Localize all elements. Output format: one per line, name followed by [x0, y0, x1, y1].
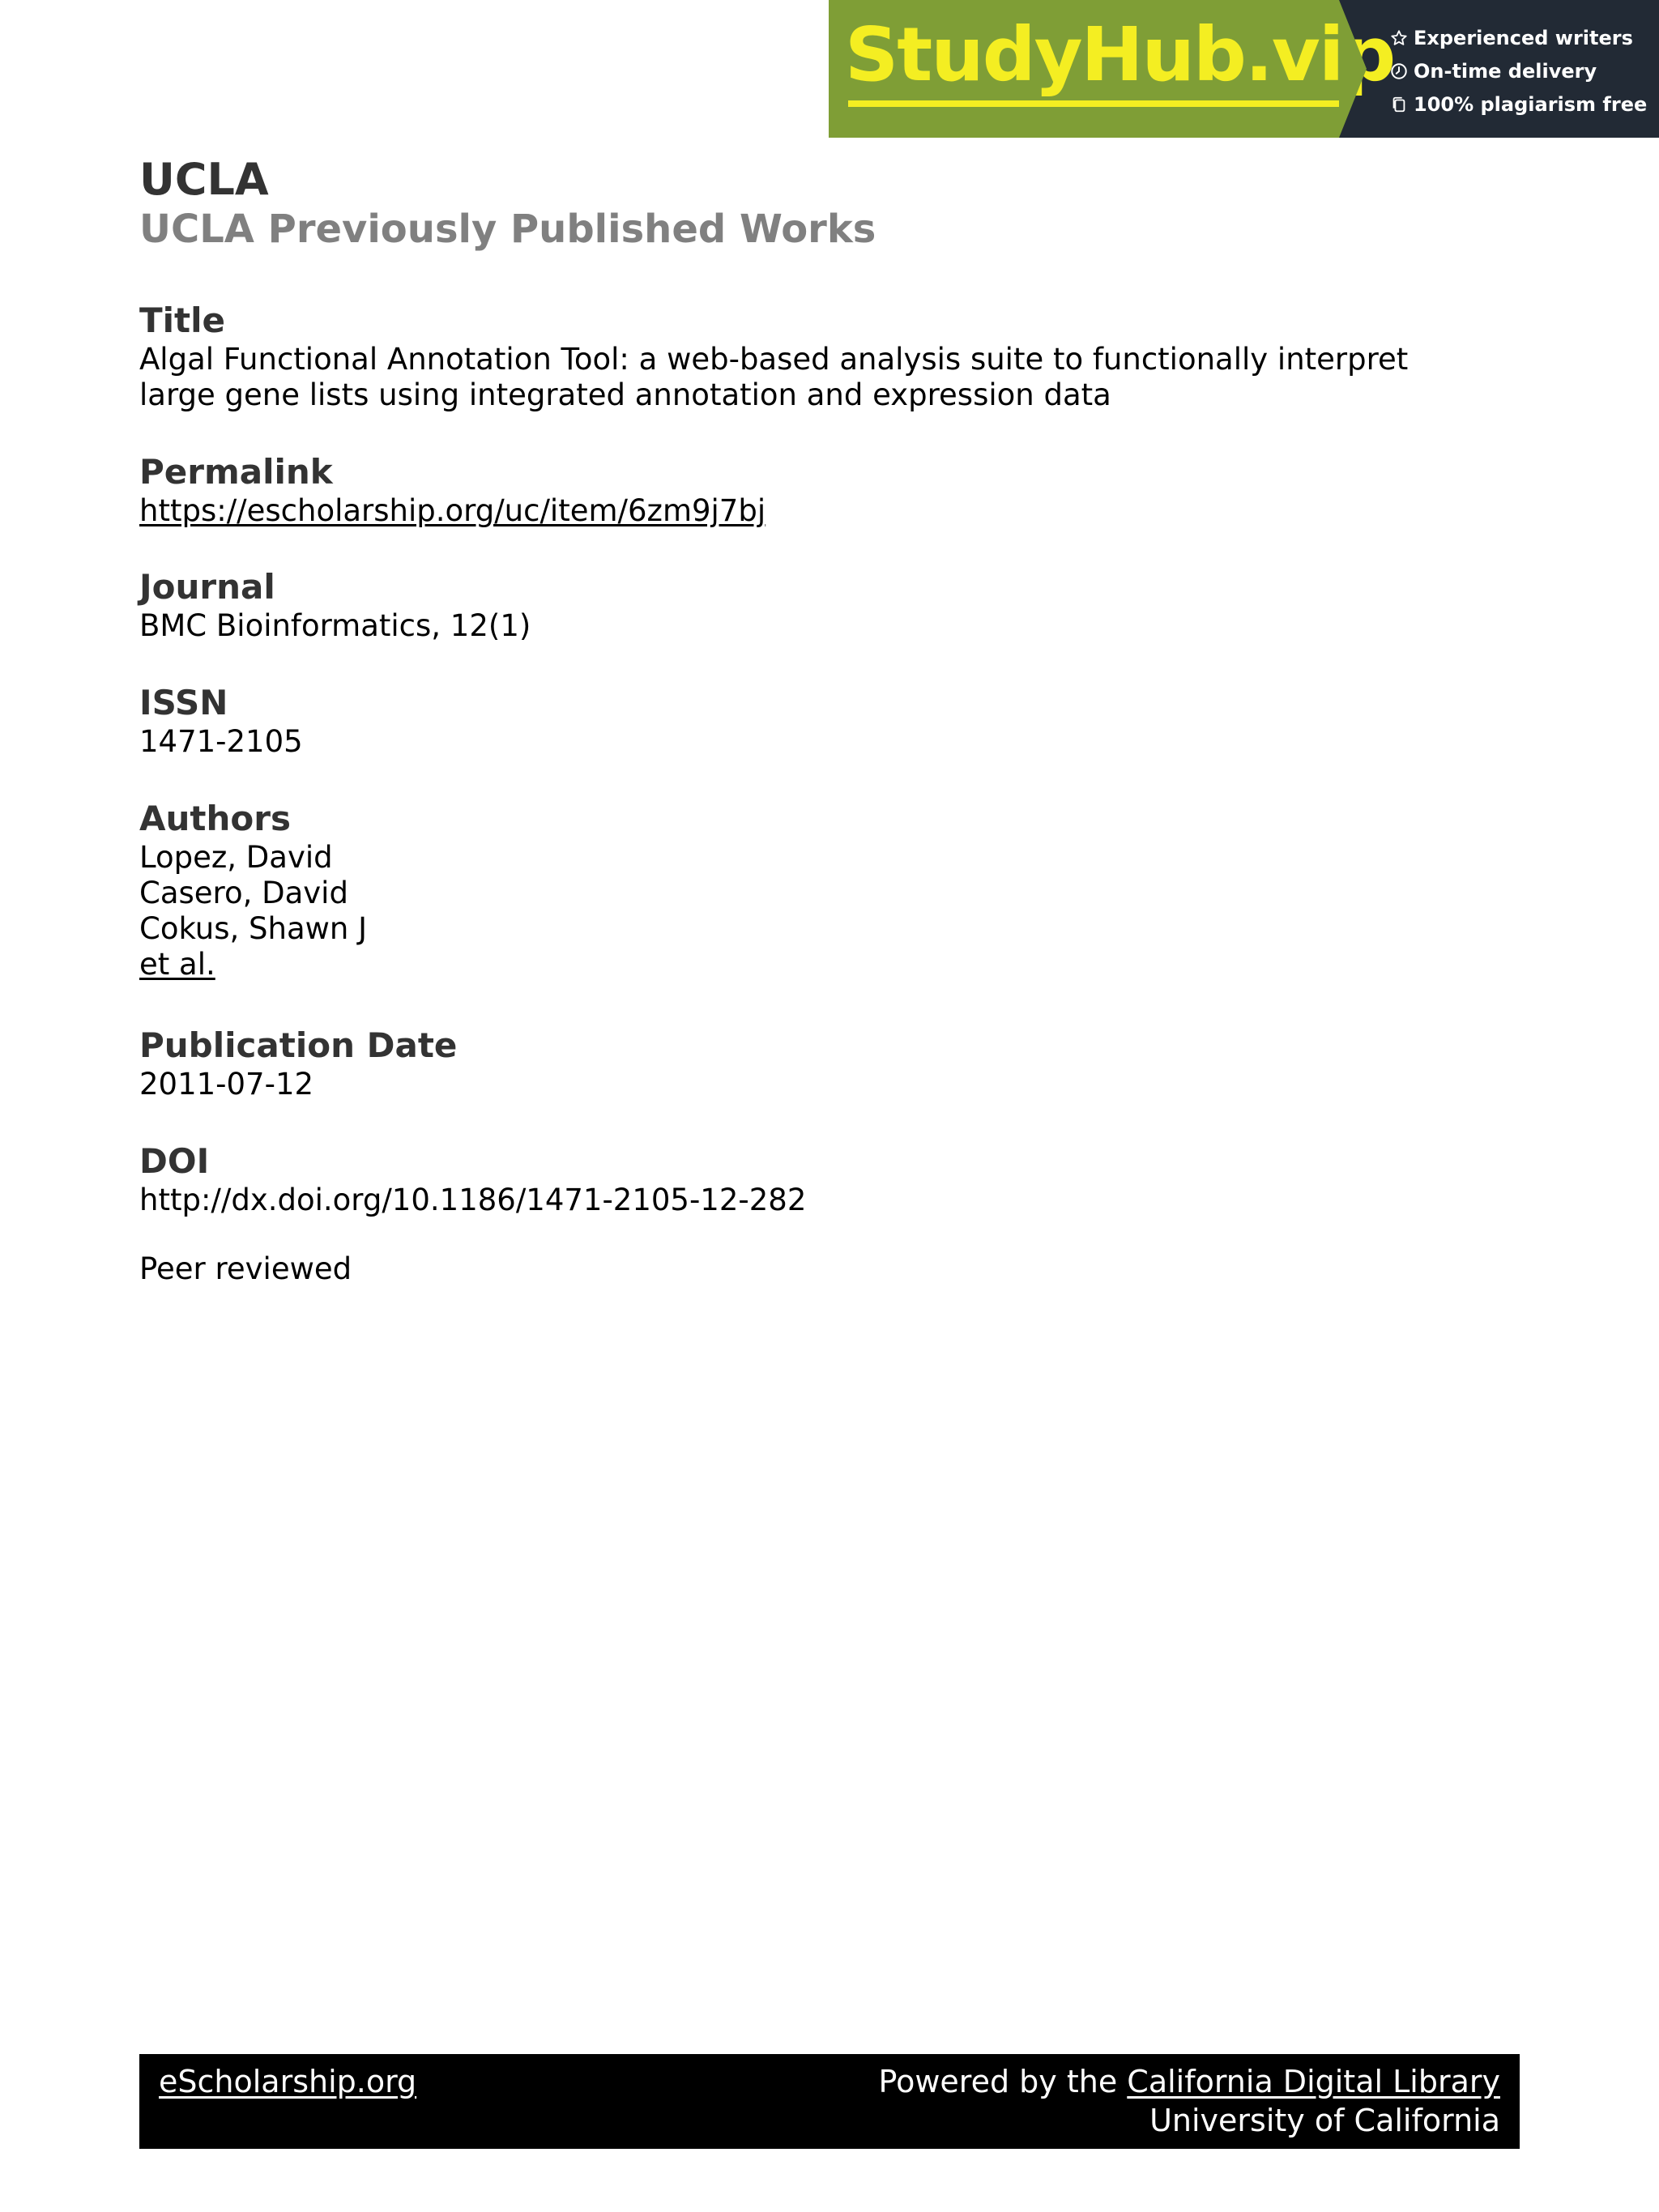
powered-by-line [879, 2062, 1500, 2101]
permalink-link[interactable]: https://escholarship.org/uc/item/6zm9j7bj [139, 493, 766, 528]
footer-bar [139, 2054, 1520, 2149]
doi-label: DOI [139, 1141, 210, 1181]
doi-value: http://dx.doi.org/10.1186/1471-2105-12-282 [139, 1183, 807, 1217]
doi-section [139, 1140, 806, 1218]
peer-review-status: Peer reviewed [139, 1251, 352, 1286]
promo-banner[interactable] [829, 0, 1659, 138]
escholarship-link[interactable]: eScholarship.org [159, 2064, 417, 2099]
brand-logo-underline [848, 100, 1339, 107]
footer-left [159, 2062, 416, 2101]
publication-date-section [139, 1025, 457, 1102]
feature-label: 100% plagiarism free [1414, 92, 1648, 116]
author-name: Cokus, Shawn J [139, 911, 368, 946]
title-section [139, 300, 1408, 413]
series-name: UCLA Previously Published Works [139, 207, 876, 252]
banner-chevron [1339, 0, 1367, 138]
permalink-section [139, 451, 766, 529]
university-name: University of California [1149, 2103, 1500, 2138]
publication-date-value: 2011-07-12 [139, 1067, 314, 1102]
feature-experienced-writers [1389, 21, 1659, 54]
authors-section [139, 798, 367, 982]
record-content [139, 154, 1516, 1286]
title-line: Algal Functional Annotation Tool: a web-based analysis suite to functionally interpret [139, 342, 1409, 377]
footer-right [879, 2062, 1500, 2140]
issn-label: ISSN [139, 683, 228, 722]
feature-label: On-time delivery [1414, 59, 1597, 83]
brand-logo-text: StudyHub.vip [845, 11, 1395, 98]
title-label: Title [139, 300, 226, 340]
authors-more-link[interactable]: et al. [139, 947, 215, 982]
publication-date-label: Publication Date [139, 1025, 458, 1065]
journal-section [139, 566, 531, 644]
permalink-label: Permalink [139, 452, 333, 492]
title-line: large gene lists using integrated annotation and expression data [139, 377, 1111, 412]
journal-value: BMC Bioinformatics, 12(1) [139, 608, 531, 643]
institution-name: UCLA [139, 154, 269, 205]
brand-logo[interactable] [829, 0, 1395, 138]
journal-label: Journal [139, 567, 275, 607]
author-name: Lopez, David [139, 840, 333, 875]
feature-on-time-delivery [1389, 54, 1659, 87]
peer-review-section [139, 1251, 352, 1287]
issn-value: 1471-2105 [139, 724, 303, 759]
authors-label: Authors [139, 799, 291, 838]
feature-label: Experienced writers [1414, 26, 1633, 49]
powered-by-text: Powered by the [878, 2064, 1128, 2099]
cdl-link[interactable]: California Digital Library [1127, 2064, 1500, 2099]
issn-section [139, 682, 303, 760]
author-name: Casero, David [139, 876, 348, 910]
feature-plagiarism-free [1389, 87, 1659, 121]
